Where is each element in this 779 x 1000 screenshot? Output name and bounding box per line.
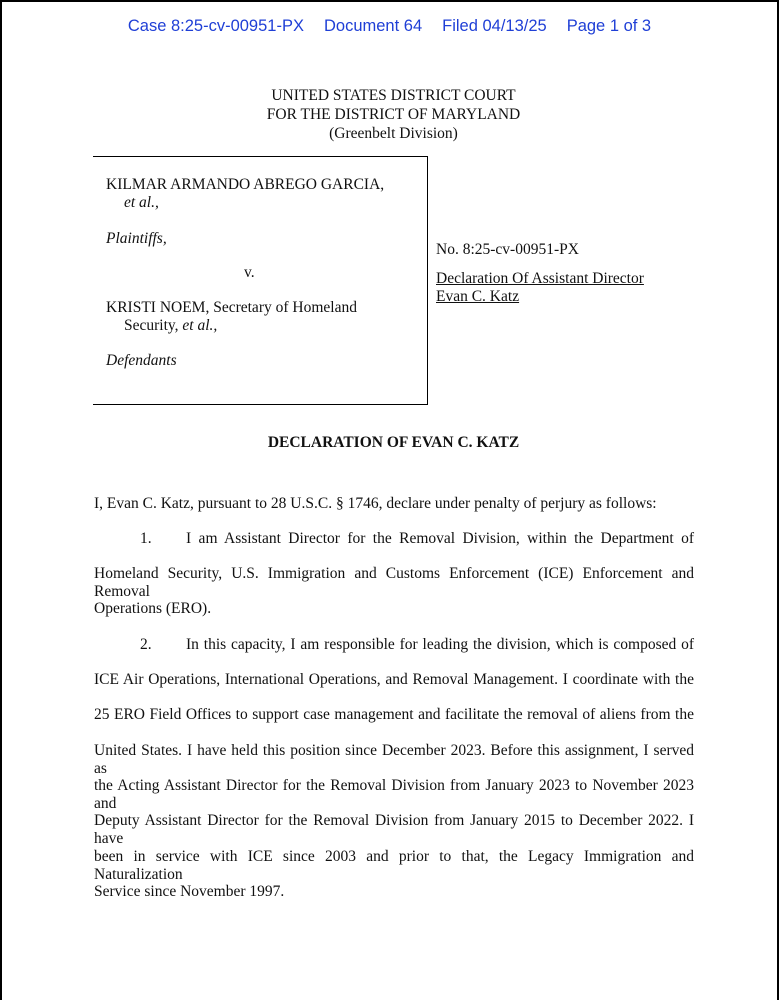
stamp-filed-date: Filed 04/13/25 <box>442 17 547 35</box>
stamp-case-number: Case 8:25-cv-00951-PX <box>127 17 304 35</box>
paragraph-2-line: Deputy Assistant Director for the Removal Division from January 2015 to December 2022. I have <box>94 812 694 847</box>
defendants-label: Defendants <box>106 352 177 369</box>
plaintiffs-label: Plaintiffs, <box>106 230 167 247</box>
plaintiff-name: KILMAR ARMANDO ABREGO GARCIA, <box>106 176 385 193</box>
plaintiff-et-al: et al., <box>124 194 159 211</box>
paragraph-1-line: Homeland Security, U.S. Immigration and Customs Enforcement (ICE) Enforcement and Removal <box>94 565 694 600</box>
paragraph-1-number: 1. <box>140 530 152 547</box>
stamp-page-count: Page 1 of 3 <box>566 17 652 35</box>
versus-label: v. <box>244 264 255 281</box>
paragraph-2-line: the Acting Assistant Director for the Removal Division from January 2023 to November 2023 and <box>94 777 694 812</box>
page-top-edge <box>0 0 779 2</box>
document-title-line1: Declaration Of Assistant Director <box>436 270 644 287</box>
declaration-title: DECLARATION OF EVAN C. KATZ <box>267 434 520 451</box>
case-number: No. 8:25-cv-00951-PX <box>436 241 579 258</box>
court-district: FOR THE DISTRICT OF MARYLAND <box>266 106 521 123</box>
paragraph-2-line: been in service with ICE since 2003 and prior to that, the Legacy Immigration and Naturalization <box>94 848 694 883</box>
paragraph-1-first-line: I am Assistant Director for the Removal Division, within the Department of <box>186 530 694 547</box>
page-left-edge <box>0 0 2 1000</box>
intro-statement: I, Evan C. Katz, pursuant to 28 U.S.C. § 1746, declare under penalty of perjury as follows: <box>94 495 657 512</box>
paragraph-2-line: ICE Air Operations, International Operations, and Removal Management. I coordinate with the <box>94 671 694 688</box>
paragraph-2-line: 25 ERO Field Offices to support case management and facilitate the removal of aliens from the <box>94 706 694 723</box>
paragraph-1-line: Operations (ERO). <box>94 600 212 617</box>
document-title-line2: Evan C. Katz <box>436 288 520 305</box>
defendant-security-text: Security, <box>124 317 183 334</box>
ecf-filing-stamp <box>0 17 779 36</box>
defendant-name-continued <box>124 317 217 335</box>
paragraph-2-line: Service since November 1997. <box>94 883 285 900</box>
paragraph-2-number: 2. <box>140 636 152 653</box>
paragraph-2-first-line: In this capacity, I am responsible for leading the division, which is composed of <box>186 636 694 653</box>
court-division: (Greenbelt Division) <box>329 125 458 142</box>
defendant-name: KRISTI NOEM, Secretary of Homeland <box>106 299 357 316</box>
court-heading <box>0 86 779 143</box>
stamp-document-number: Document 64 <box>323 17 423 35</box>
defendant-et-al: et al., <box>182 317 218 334</box>
court-name: UNITED STATES DISTRICT COURT <box>271 87 516 104</box>
paragraph-2-line: United States. I have held this position since December 2023. Before this assignment, I served as <box>94 742 694 777</box>
